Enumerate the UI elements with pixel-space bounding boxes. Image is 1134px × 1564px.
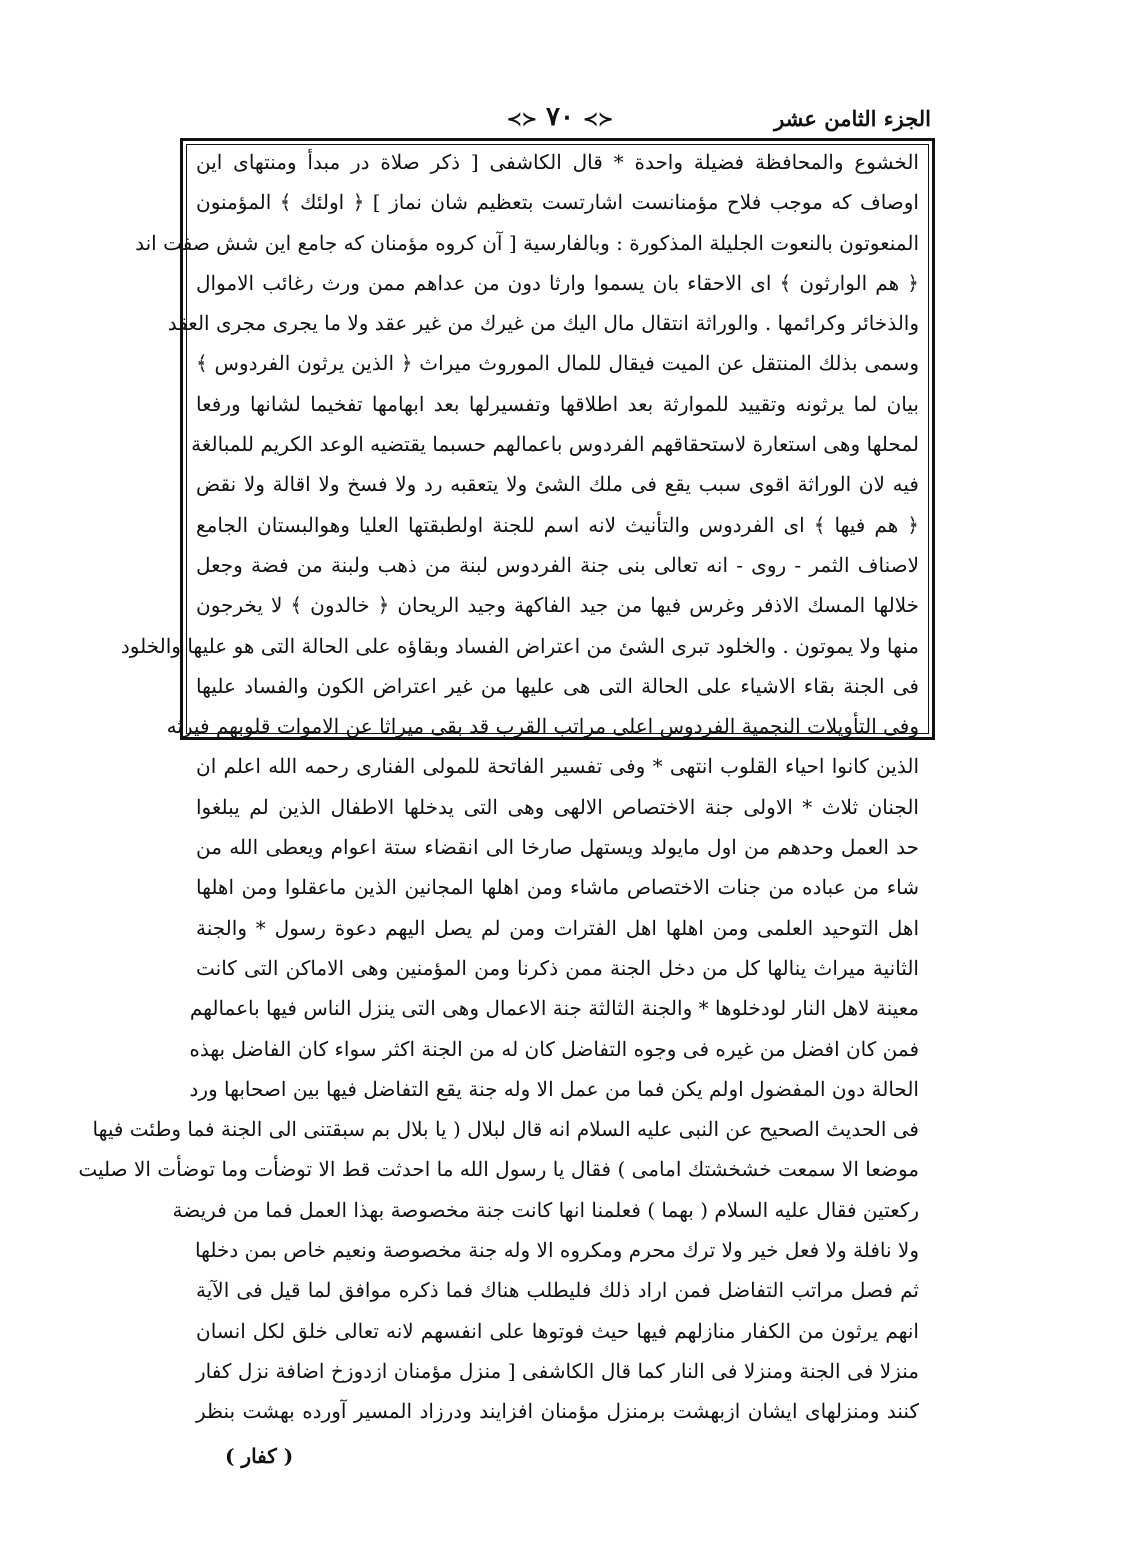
text-line: ولا نافلة ولا فعل خير ولا ترك محرم ومكروه الا وله جنة مخصوصة ونعيم خاص بمن دخلها [195,1238,919,1263]
page-number-group [480,102,640,132]
text-line: الحالة دون المفضول اولم يكن فما من عمل الا وله جنة يقع التفاضل فيها بين اصحابها ورد [189,1076,919,1101]
text-line: المنعوتون بالنعوت الجليلة المذكورة : وبالفارسية [ آن كروه مؤمنان كه جامع اين شش صفت اند [135,230,919,255]
text-line: اهل التوحيد العلمى ومن اهلها اهل الفترات ومن لم يصل اليهم دعوة رسول * والجنة [196,915,919,940]
text-line: فيه لان الوراثة اقوى سبب يقع فى ملك الشئ ولا يتعقبه رد ولا فسخ ولا اقالة ولا نقض [196,472,919,497]
text-line: ﴿ هم الوارثون ﴾ اى الاحقاء بان يسموا وارثا دون من عداهم ممن ورث رغائب الاموال [196,270,919,295]
running-head-juz: الجزء الثامن عشر [774,106,931,131]
text-line: والذخائر وكرائمها . والوراثة انتقال مال اليك من غيرك من غير عقد ولا ما يجرى مجرى العقد [167,311,919,336]
ornament-right-icon: ≺≻ [583,109,614,130]
ornament-left-icon: ≺≻ [506,109,537,130]
text-line: فمن كان افضل من غيره فى وجوه التفاضل كان له من الجنة اكثر سواء كان الفاضل بهذه [189,1036,919,1061]
text-line: لمحلها وهى استعارة لاستحقاقهم الفردوس باعمالهم حسبما يقتضيه الوعد الكريم للمبالغة [191,432,919,457]
text-line: موضعا الا سمعت خشخشتك امامى ) فقال يا رسول الله ما احدثت قط الا توضأت وما توضأت الا صليت [78,1157,919,1182]
text-line: معينة لاهل النار لودخلوها * والجنة الثالثة جنة الاعمال وهى التى ينزل الناس فيها باعمالهم [189,996,919,1021]
text-line: بيان لما يرثونه وتقييد للموارثة بعد اطلاقها وتفسيرلها بعد ابهامها تفخيما لشانها ورفعا [196,391,919,416]
text-line: خلالها المسك الاذفر وغرس فيها من جيد الفاكهة وجيد الريحان ﴿ خالدون ﴾ لا يخرجون [196,593,919,618]
text-line: شاء من عباده من جنات الاختصاص ماشاء ومن اهلها المجانين الذين ماعقلوا ومن اهلها [196,875,919,900]
text-line: لاصناف الثمر - روى - انه تعالى بنى جنة الفردوس لبنة من ذهب ولبنة من فضة وجعل [196,552,919,577]
text-line: وفى التأويلات النجمية الفردوس اعلى مراتب القرب قد بقى ميراثا عن الاموات قلوبهم فيرثه [166,714,919,739]
main-text-block [78,142,920,1432]
text-line: كنند ومنزلهاى ايشان ازبهشت برمنزل مؤمنان افزايند ودرزاد المسير آورده بهشت بنظر [196,1399,919,1424]
text-line: الثانية ميراث ينالها كل من دخل الجنة ممن ذكرنا ومن المؤمنين وهى الاماكن التى كانت [196,955,919,980]
text-line: فى الجنة بقاء الاشياء على الحالة التى هى عليها من غير اعتراض الكون والفساد عليها [196,673,919,698]
text-line: الخشوع والمحافظة فضيلة واحدة * قال الكاشفى [ ذكر صلاة در مبدأ ومنتهاى اين [196,150,919,174]
page-header [185,102,931,142]
text-line: الذين كانوا احياء القلوب انتهى * وفى تفسير الفاتحة للمولى الفنارى رحمه الله اعلم ان [196,754,920,779]
text-line: منها ولا يموتون . والخلود تبرى الشئ من اعتراض الفساد وبقاؤه على الحالة التى هو عليها والخلود [120,633,919,658]
text-line: حد العمل وحدهم من اول مايولد ويستهل صارخا الى انقضاء ستة اعوام ويعطى الله من [196,835,919,860]
text-line: ركعتين فقال عليه السلام ( بهما ) فعلمنا انها كانت جنة مخصوصة بهذا العمل فما من فريضة [172,1197,919,1222]
text-line: انهم يرثون من الكفار منازلهم فيها حيث فوتوها على انفسهم لانه تعالى خلق لكل انسان [196,1318,919,1343]
text-line: منزلا فى الجنة ومنزلا فى النار كما قال الكاشفى [ منزل مؤمنان ازدوزخ اضافة نزل كفار [196,1358,919,1383]
text-line: ثم فصل مراتب التفاضل فمن اراد ذلك فليطلب هناك فما ذكره موافق لما قيل فى الآية [196,1278,919,1303]
catchword: ( كفار ) [225,1444,294,1468]
text-line: اوصاف كه موجب فلاح مؤمنانست اشارتست بتعظيم شان نماز ] ﴿ اولئك ﴾ المؤمنون [196,190,919,215]
text-line: ﴿ هم فيها ﴾ اى الفردوس والتأنيث لانه اسم للجنة اولطبقتها العليا وهوالبستان الجامع [196,512,919,537]
text-line: وسمى بذلك المنتقل عن الميت فيقال للمال الموروث ميراث ﴿ الذين يرثون الفردوس ﴾ [196,351,919,376]
text-line: فى الحديث الصحيح عن النبى عليه السلام انه قال لبلال ( يا بلال بم سبقتنى الى الجنة فما وطئت فيها [92,1117,919,1142]
text-line: الجنان ثلاث * الاولى جنة الاختصاص الالهى وهى التى يدخلها الاطفال الذين لم يبلغوا [196,794,919,819]
page-number: ٧٠ [546,102,574,132]
